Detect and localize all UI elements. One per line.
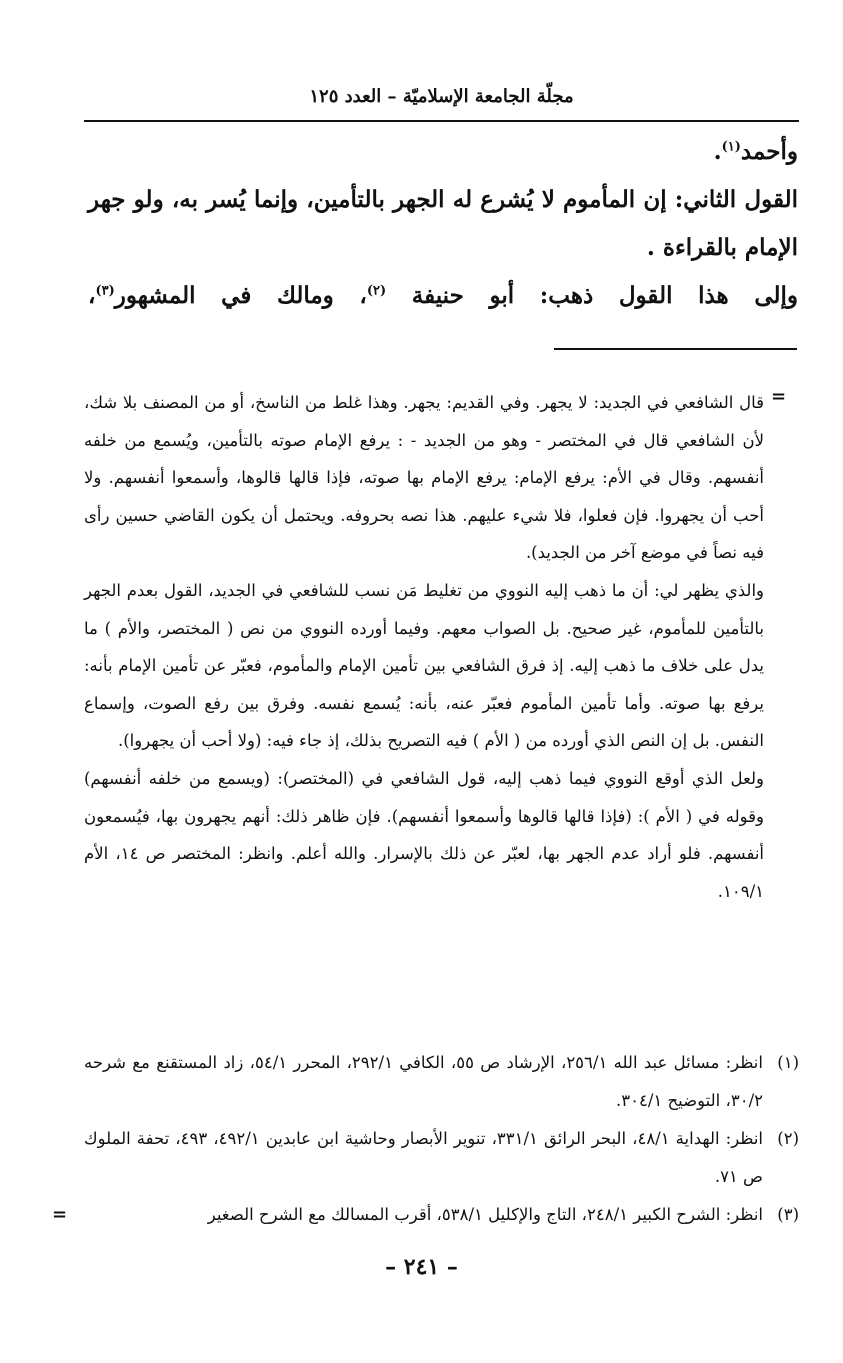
running-header: مجلّة الجامعة الإسلاميّة – العدد ١٢٥ xyxy=(309,86,574,107)
main-line-1: وأحمد$^{(١)}$. xyxy=(713,138,798,165)
footnote-1 xyxy=(84,1044,799,1120)
footnote-text: انظر: الشرح الكبير ٢٤٨/١، التاج والإكليل ٥٣٨/١، أقرب المسالك مع الشرح الصغير xyxy=(207,1205,763,1224)
main-text xyxy=(88,128,798,320)
header-rule xyxy=(84,120,799,122)
footnote-paragraph-1: قال الشافعي في الجديد: لا يجهر. وفي القديم: يجهر. وهذا غلط من الناسخ، أو من المصنف بلا شك، لأن الشافعي قال في المختصر - وهو من الجديد - : يرفع الإمام صوته بالتأمين، ويُسمع من خلفه أنفسهم. وقال في الأم: يرفع الإمام: يرفع الإمام بها صوته، فإذا قالها قالوها، وأسمعوا أنفسهم. ولا أحب أن يجهروا. فإن فعلوا، فلا شيء عليهم. هذا نصه بحروفه. ويحتمل أن يكون القاضي حسين رأى فيه نصاً في موضع آخر من الجديد). xyxy=(84,393,764,563)
footnote-2 xyxy=(84,1120,799,1196)
footnote-number: (٣) xyxy=(777,1205,799,1224)
footnote-text: انظر: مسائل عبد الله ٢٥٦/١، الإرشاد ص ٥٥، الكافي ٢٩٢/١، المحرر ٥٤/١، زاد المستقنع مع شرحه ٣٠/٢، التوضيح ٣٠٤/١. xyxy=(84,1053,763,1110)
footnote-number: (١) xyxy=(777,1053,799,1072)
continuation-end-mark: = xyxy=(52,1204,68,1225)
continued-footnote xyxy=(84,384,764,910)
footnote-number: (٢) xyxy=(777,1129,799,1148)
main-paragraph-2: القول الثاني: إن المأموم لا يُشرع له الجهر بالتأمين، وإنما يُسر به، ولو جهر الإمام بالقراءة . xyxy=(88,186,798,261)
footnote-paragraph-2: والذي يظهر لي: أن ما ذهب إليه النووي من تغليط مَن نسب للشافعي في الجديد، القول بعدم الجهر بالتأمين للمأموم، غير صحيح. بل الصواب معهم. وفيما أورده النووي من نص ( المختصر، والأم ) ما يدل على خلاف ما ذهب إليه. إذ فرق الشافعي بين تأمين الإمام والمأموم، فعبّر عن تأمين الإمام بأنه: يرفع بها صوته. وأما تأمين المأموم فعبّر عنه، بأنه: يُسمع نفسه. وفرق بين رفع الصوت، وإسماع النفس. بل إن النص الذي أورده من ( الأم ) فيه التصريح بذلك، إذ جاء فيه: (ولا أحب أن يجهروا). xyxy=(84,580,764,751)
page-number: – ٢٤١ – xyxy=(385,1254,458,1280)
footnote-ref-1: (١) xyxy=(721,139,741,155)
continuation-mark: = xyxy=(771,386,787,407)
footnote-3 xyxy=(84,1196,799,1234)
footnote-ref-2: (٢) xyxy=(366,283,387,299)
footnote-ref-3: (٣) xyxy=(95,283,115,299)
footnote-text: انظر: الهداية ٤٨/١، البحر الرائق ٣٣١/١، تنوير الأبصار وحاشية ابن عابدين ٤٩٢/١، ٤٩٣، تحفة الملوك ص ٧١. xyxy=(84,1129,764,1186)
footnote-list xyxy=(84,1044,799,1234)
footnote-paragraph-3: ولعل الذي أوقع النووي فيما ذهب إليه، قول الشافعي في (المختصر): (ويسمع من خلفه أنفسهم) وقوله في ( الأم ): (فإذا قالها قالوها وأسمعوا أنفسهم). فإن ظاهر ذلك: أنهم يجهرون بها، فيُسمعون أنفسهم. فلو أراد عدم الجهر بها، لعبّر عن ذلك بالإسرار. والله أعلم. وانظر: المختصر ص ١٤، الأم ١٠٩/١. xyxy=(84,768,765,901)
main-paragraph-3: وإلى هذا القول ذهب: أبو حنيفة $^{(٢)}$، ومالك في المشهور$^{(٣)}$، xyxy=(88,282,798,309)
footnote-separator xyxy=(554,348,797,350)
